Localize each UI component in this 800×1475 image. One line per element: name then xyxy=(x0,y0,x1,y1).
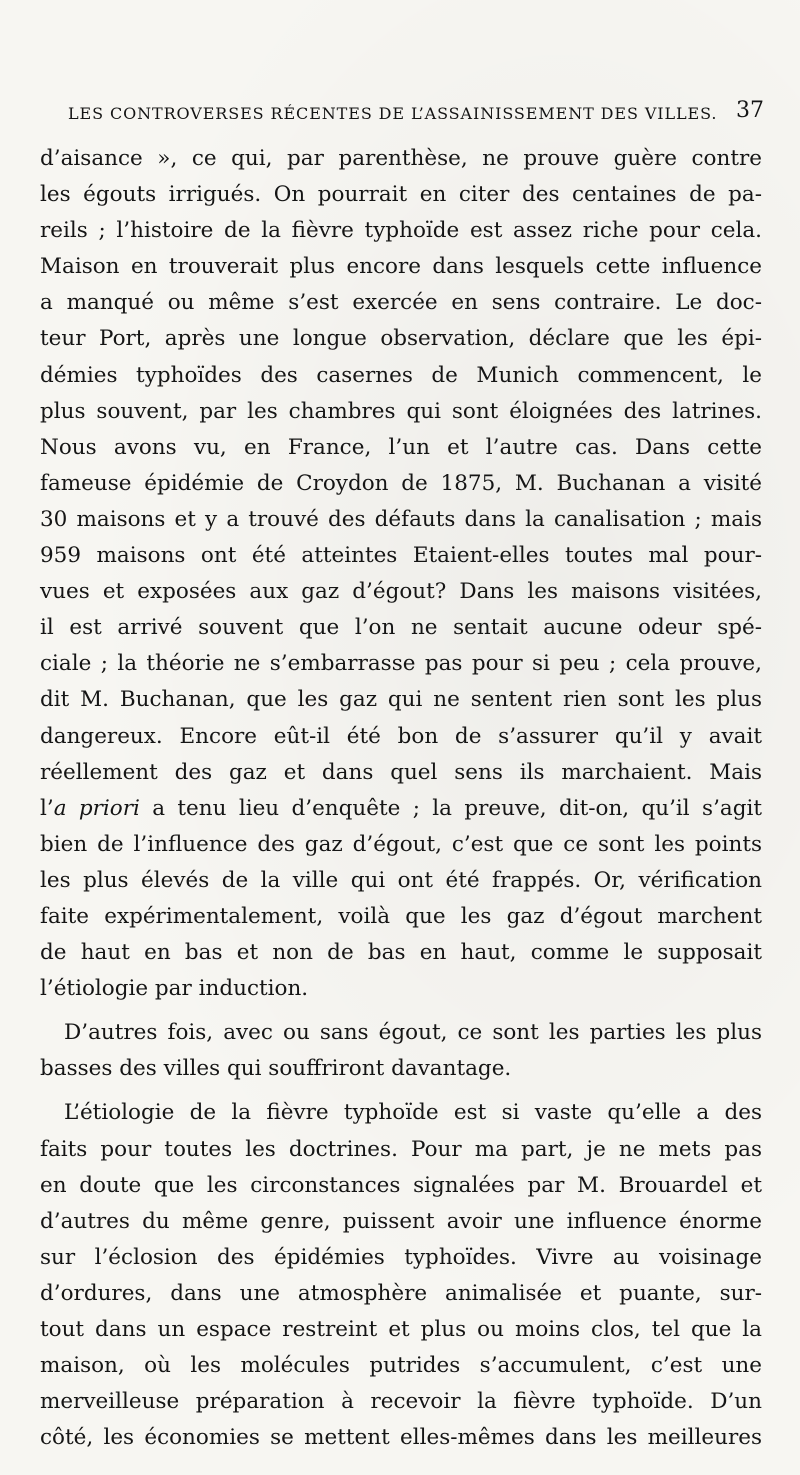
text-line: il est arrivé souvent que l’on ne sentait aucune odeur spé- xyxy=(40,615,762,641)
text-line: faits pour toutes les doctrines. Pour ma part, je ne mets pas xyxy=(40,1136,762,1162)
running-head: LES CONTROVERSES RÉCENTES DE L’ASSAINISSEMENT DES VILLES. xyxy=(68,104,718,123)
text-line: Nous avons vu, en France, l’un et l’autre cas. Dans cette xyxy=(40,434,762,460)
text-line: d’ordures, dans une atmosphère animalisée et puante, sur- xyxy=(40,1280,762,1306)
text-line: les égouts irrigués. On pourrait en citer des centaines de pa- xyxy=(40,182,762,208)
text-line: ciale ; la théorie ne s’embarrasse pas pour si peu ; cela prouve, xyxy=(40,651,762,677)
paragraph-gap xyxy=(40,1087,762,1095)
text-fragment: a tenu lieu d’enquête ; la preuve, dit-on, qu’il s’agit xyxy=(139,795,762,821)
text-line-italic xyxy=(40,791,762,827)
text-line: d’aisance », ce qui, par parenthèse, ne prouve guère contre xyxy=(40,146,762,171)
text-line: d’autres du même genre, puissent avoir une influence énorme xyxy=(40,1208,762,1234)
text-line: 30 maisons et y a trouvé des défauts dans la canalisation ; mais xyxy=(40,506,762,532)
text-line: côté, les économies se mettent elles-mêmes dans les meilleures xyxy=(40,1425,762,1451)
text-line: teur Port, après une longue observation, déclare que les épi- xyxy=(40,326,762,352)
text-line: de haut en bas et non de bas en haut, comme le supposait xyxy=(40,940,762,966)
paragraph-3 xyxy=(40,1095,762,1456)
text-line: fameuse épidémie de Croydon de 1875, M. Buchanan a visité xyxy=(40,470,762,496)
text-line: reils ; l’histoire de la fièvre typhoïde est assez riche pour cela. xyxy=(40,218,762,244)
italic-phrase: a priori xyxy=(53,795,140,821)
text-line: a manqué ou même s’est exercée en sens contraire. Le doc- xyxy=(40,290,762,316)
page-header xyxy=(68,98,764,128)
text-line: Maison en trouverait plus encore dans lesquels cette influence xyxy=(40,254,762,280)
text-line: 959 maisons ont été atteintes Etaient-elles toutes mal pour- xyxy=(40,543,762,569)
text-line: L’étiologie de la fièvre typhoïde est si vaste qu’elle a des xyxy=(64,1100,762,1126)
text-line: l’étiologie par induction. xyxy=(40,976,309,1002)
text-fragment: l’ xyxy=(40,795,54,821)
text-line: démies typhoïdes des casernes de Munich commencent, le xyxy=(40,362,762,388)
text-line: vues et exposées aux gaz d’égout? Dans les maisons visitées, xyxy=(40,579,762,605)
paragraph-2 xyxy=(40,1015,762,1087)
text-line: D’autres fois, avec ou sans égout, ce sont les parties les plus xyxy=(64,1020,762,1046)
text-line: faite expérimentalement, voilà que les gaz d’égout marchent xyxy=(40,903,762,929)
paragraph-1 xyxy=(40,141,762,1007)
text-line: les plus élevés de la ville qui ont été frappés. Or, vérification xyxy=(40,867,762,893)
text-line: réellement des gaz et dans quel sens ils marchaient. Mais xyxy=(40,759,762,785)
paragraph-gap xyxy=(40,1007,762,1015)
text-line: maison, où les molécules putrides s’accumulent, c’est une xyxy=(40,1353,762,1379)
text-line: basses des villes qui souffriront davantage. xyxy=(40,1056,512,1082)
text-line: plus souvent, par les chambres qui sont éloignées des latrines. xyxy=(40,398,762,424)
text-line: bien de l’influence des gaz d’égout, c’est que ce sont les points xyxy=(40,831,762,857)
text-line: en doute que les circonstances signalées par M. Brouardel et xyxy=(40,1172,762,1198)
page-body xyxy=(40,141,762,1456)
text-line: merveilleuse préparation à recevoir la fièvre typhoïde. D’un xyxy=(40,1389,762,1415)
page-number: 37 xyxy=(736,98,764,123)
text-line: tout dans un espace restreint et plus ou moins clos, tel que la xyxy=(40,1317,762,1342)
text-line: sur l’éclosion des épidémies typhoïdes. Vivre au voisinage xyxy=(40,1244,762,1270)
text-line: dangereux. Encore eût-il été bon de s’assurer qu’il y avait xyxy=(40,723,762,749)
text-line: dit M. Buchanan, que les gaz qui ne sentent rien sont les plus xyxy=(40,687,762,713)
